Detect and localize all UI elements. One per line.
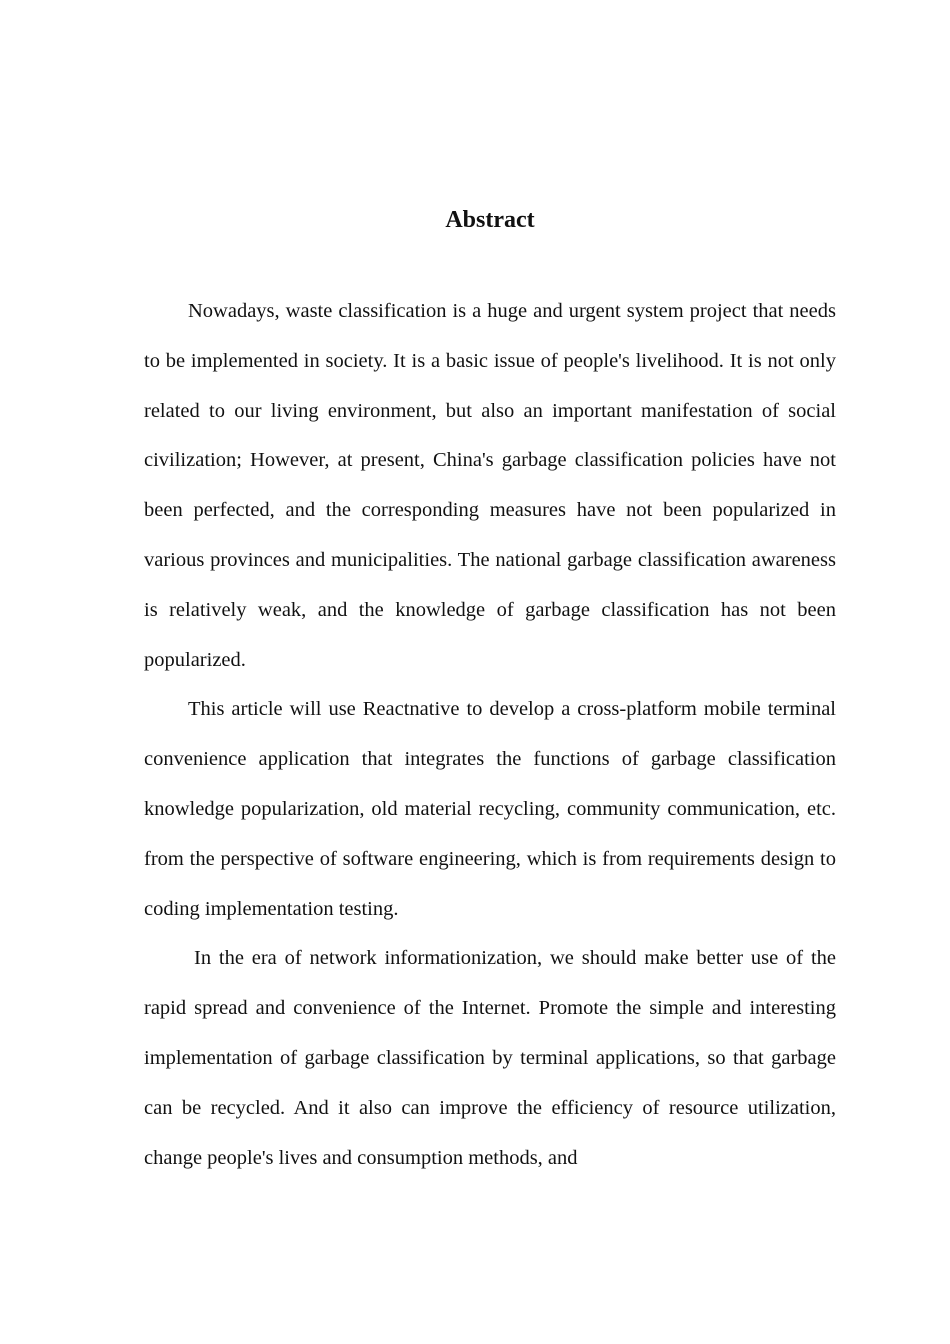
abstract-title: Abstract [445, 207, 535, 233]
abstract-paragraph-3: In the era of network informationization, we should make better use of the rapid spread and convenience of the Internet. Promote the simple and interesting implementation of garbage classification by terminal applications, so that garbage can be recycled. And it also can improve the efficiency of resource utilization, change people's lives and consumption methods, and [144, 947, 836, 1169]
abstract-body [144, 287, 836, 1183]
abstract-paragraph-2: This article will use Reactnative to develop a cross-platform mobile terminal convenience application that integrates the functions of garbage classification knowledge popularization, old material recycling, community communication, etc. from the perspective of software engineering, which is from requirements design to coding implementation testing. [144, 698, 836, 920]
abstract-paragraph-1: Nowadays, waste classification is a huge and urgent system project that needs to be implemented in society. It is a basic issue of people's livelihood. It is not only related to our living environment, but also an important manifestation of social civilization; However, at present, China's garbage classification policies have not been perfected, and the corresponding measures have not been popularized in various provinces and municipalities. The national garbage classification awareness is relatively weak, and the knowledge of garbage classification has not been popularized. [144, 300, 836, 671]
